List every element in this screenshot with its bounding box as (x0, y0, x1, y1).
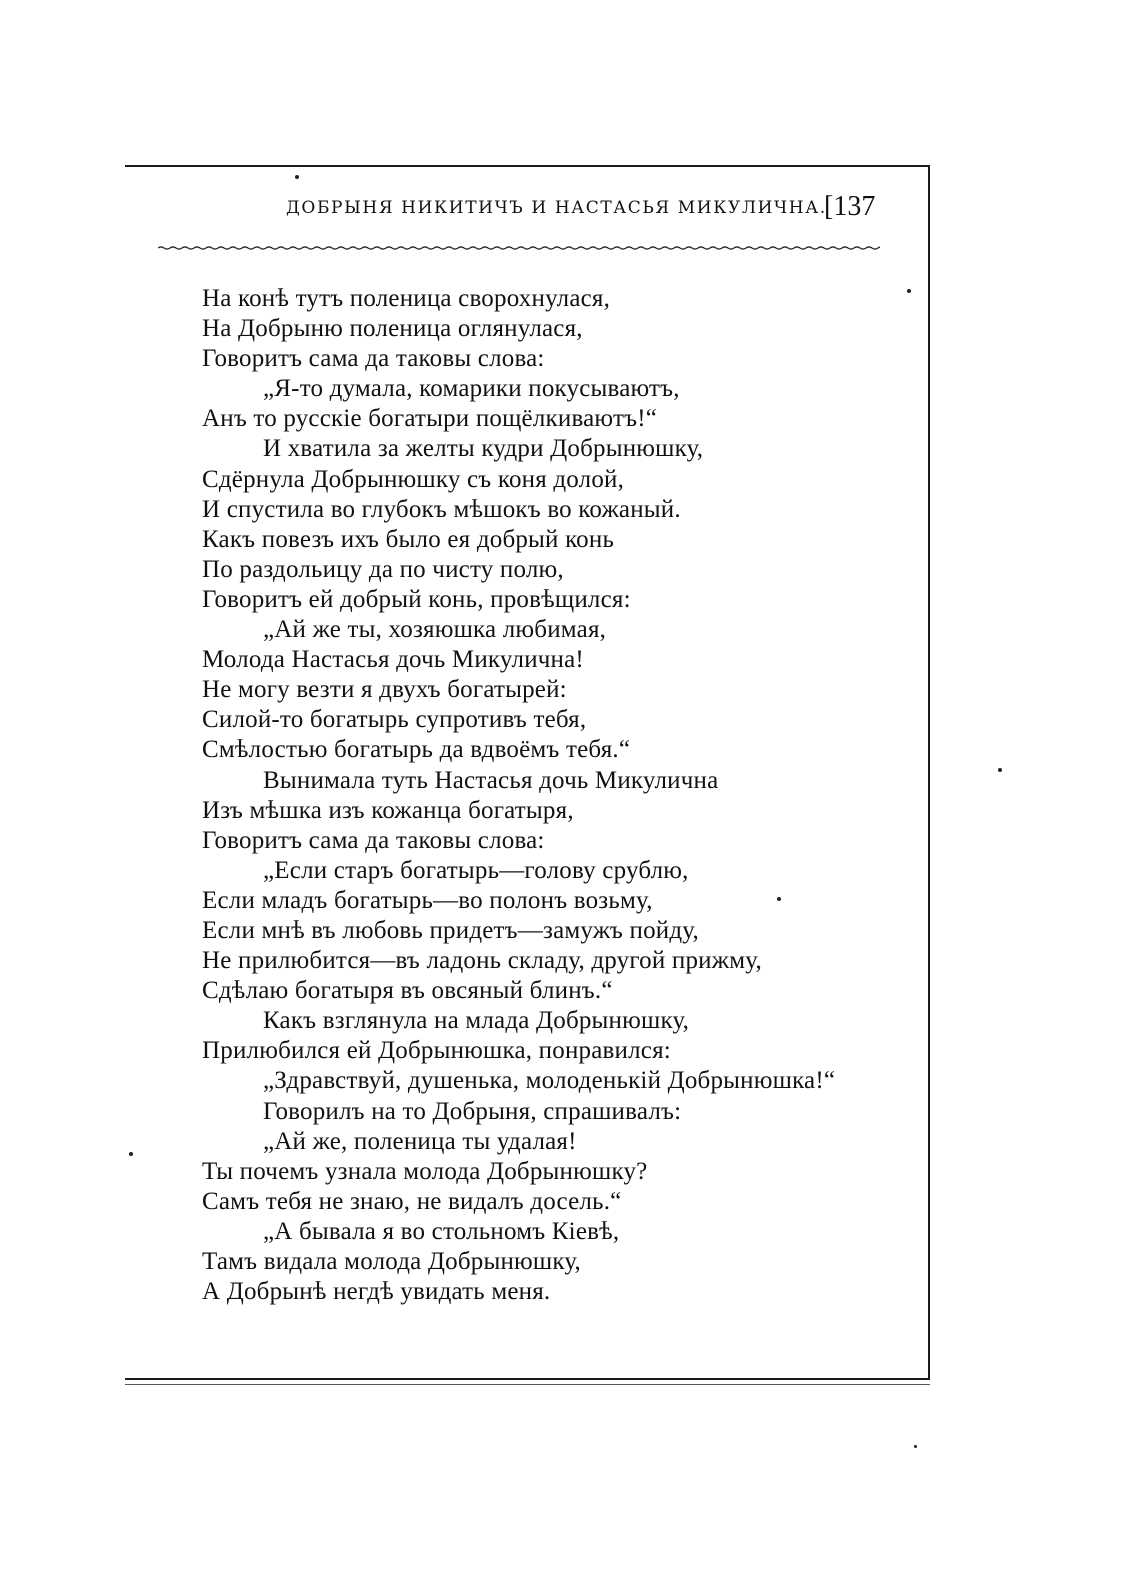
print-speck (914, 1445, 917, 1448)
poem-line: И хватила за желты кудри Добрынюшку, (263, 435, 704, 463)
print-speck (777, 897, 781, 901)
poem-line: Говоритъ ей добрый конь, провѣщился: (202, 585, 631, 613)
print-speck (907, 289, 911, 293)
running-title: ДОБРЫНЯ НИКИТИЧЪ И НАСТАСЬЯ МИКУЛИЧНА. (286, 198, 827, 218)
poem-line: Сдёрнула Добрынюшку съ коня долой, (202, 465, 625, 493)
poem-line: Изъ мѣшка изъ кожанца богатыря, (202, 796, 574, 824)
poem-line: „А бывала я во стольномъ Кіевѣ, (263, 1217, 620, 1245)
wavy-ornament-divider (158, 242, 880, 254)
poem-line: Не могу везти я двухъ богатырей: (202, 676, 567, 704)
poem-line: Силой-то богатырь супротивъ тебя, (202, 706, 587, 734)
poem-line: „Если старъ богатырь—голову срублю, (263, 856, 689, 884)
page-frame-bottom-rule (125, 1378, 930, 1380)
poem-line: Если младъ богатырь—во полонъ возьму, (202, 886, 653, 914)
poem-line: Говоритъ сама да таковы слова: (202, 345, 545, 373)
poem-line: „Здравствуй, душенька, молоденькій Добрынюшка!“ (263, 1067, 836, 1095)
poem-line: Говорилъ на то Добрыня, спрашивалъ: (263, 1097, 682, 1125)
poem-line: Анъ то русскіе богатыри пощёлкиваютъ!“ (202, 405, 658, 433)
poem-line: Тамъ видала молода Добрынюшку, (202, 1248, 582, 1275)
poem-line: Вынимала туть Настасья дочь Микулична (263, 766, 719, 794)
poem-line: Смѣлостью богатырь да вдвоёмъ тебя.“ (202, 736, 631, 764)
poem-line: „Я-то думала, комарики покусываютъ, (263, 375, 680, 403)
print-speck (129, 1152, 133, 1156)
poem-line: И спустила во глубокъ мѣшокъ во кожаный. (202, 495, 681, 523)
poem-line: Если мнѣ въ любовь придетъ—замужъ пойду, (202, 916, 699, 944)
poem-line: Молода Настасья дочь Микулична! (202, 646, 584, 674)
page-frame-right-rule (928, 165, 930, 1378)
poem-line: На Добрыню поленица оглянулася, (202, 315, 583, 343)
poem-line: А Добрынѣ негдѣ увидать меня. (202, 1278, 551, 1306)
poem-line: Самъ тебя не знаю, не видалъ досель.“ (202, 1187, 622, 1215)
poem-line: Какъ взглянула на млада Добрынюшку, (263, 1007, 690, 1035)
poem-text (202, 284, 835, 1307)
poem-line: Не прилюбится—въ ладонь складу, другой прижму, (202, 947, 762, 975)
page-frame-top-rule (125, 165, 930, 167)
poem-line: „Ай же ты, хозяюшка любимая, (263, 616, 607, 644)
page-frame-bottom-thin-rule (125, 1384, 930, 1385)
poem-line: Сдѣлаю богатыря въ овсяный блинъ.“ (202, 977, 613, 1005)
poem-line: „Ай же, поленица ты удалая! (263, 1127, 577, 1155)
poem-line: Какъ повезъ ихъ было ея добрый конь (202, 525, 615, 553)
poem-line: Прилюбился ей Добрынюшка, понравился: (202, 1037, 671, 1065)
poem-line: Ты почемъ узнала молода Добрынюшку? (202, 1157, 648, 1185)
poem-line: Говоритъ сама да таковы слова: (202, 826, 545, 854)
page-number: [137 (824, 191, 876, 222)
poem-line: По раздольицу да по чисту полю, (202, 555, 564, 583)
print-speck (295, 175, 299, 179)
print-speck (998, 768, 1002, 772)
poem-line: На конѣ тутъ поленица сворохнулася, (202, 285, 611, 312)
